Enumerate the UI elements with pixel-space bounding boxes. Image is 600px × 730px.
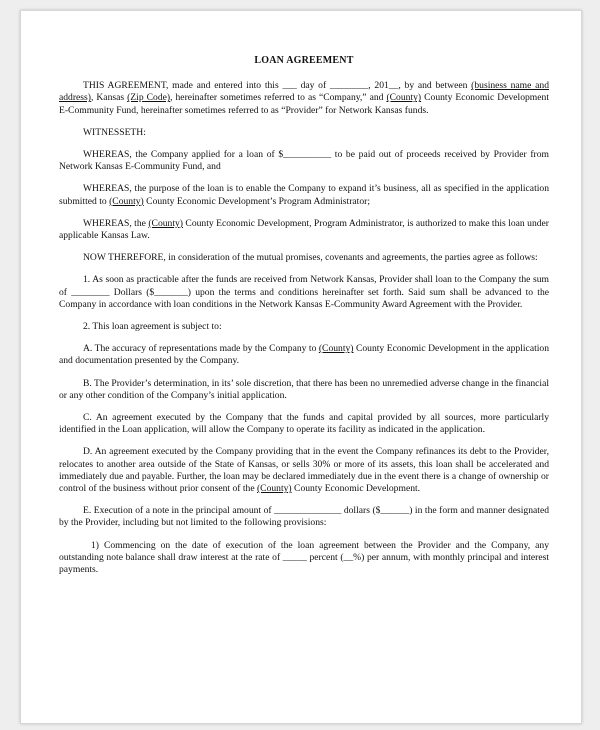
intro-paragraph [59,80,549,117]
whereas-paragraph-2 [59,183,549,207]
clause-2: 2. This loan agreement is subject to: [83,321,222,333]
whereas-text: WHEREAS, the purpose of the loan is to enable the Company to expand it’s business, all as specified in the application submitted to [59,183,549,207]
clause-text: A. The accuracy of representations made by the Company to [83,343,319,355]
document-title: LOAN AGREEMENT [254,55,354,66]
whereas-paragraph-1: WHEREAS, the Company applied for a loan of $__________ to be paid out of proceeds received by Provider from Network Kansas E-Community Fund, and [59,149,549,173]
document-body [59,55,549,586]
whereas-paragraph-3 [59,218,549,242]
county-placeholder: (County) [109,195,144,207]
clause-text: County Economic Development in the application and documentation presented by the Company. [59,343,549,367]
clause-text: County Economic Development. [291,483,421,495]
whereas-text: County Economic Development’s Program Administrator; [143,195,370,207]
county-placeholder: (County) [386,92,422,104]
intro-text: County Economic Development E-Community Fund, hereinafter sometimes referred to as “Provider” for Network Kansas funds. [59,92,549,116]
clause-e: E. Execution of a note in the principal amount of ______________ dollars ($______) in the form and manner designated by the Provider, including but not limited to the following provisions: [59,505,549,529]
clause-1: 1. As soon as practicable after the funds are received from Network Kansas, Provider shall loan to the Company the sum of ________ Dollars ($_______) upon the terms and conditions hereinafter set forth. Said sum shall be advanced to the Company in accordance with loan conditions in the Network Kansas E-Community Award Agreement with the Provider. [59,274,549,310]
clause-a [59,343,549,367]
now-therefore-paragraph: NOW THEREFORE, in consideration of the mutual promises, covenants and agreements, the parties agree as follows: [83,252,538,264]
whereas-text: County Economic Development, Program Administrator, is authorized to make this loan under applicable Kansas Law. [59,217,549,242]
document-page [20,10,582,724]
clause-b: B. The Provider’s determination, in its’ sole discretion, that there has been no unremedied adverse change in the financial or any other condition of the Company’s initial application. [59,377,549,401]
county-placeholder: (County) [148,217,183,229]
clause-text: D. An agreement executed by the Company providing that in the event the Company refinances its debt to the Provider, relocates to another area outside of the State of Kansas, or sells 30% or more of its assets, this loan shall be accelerated and immediately due and payable. Further, the loan may be declared immediately due in the event there is a change of ownership or control of the business without prior consent of the [59,446,549,495]
intro-text: , Kansas [90,92,128,104]
witnesseth-heading: WITNESSETH: [83,126,146,138]
business-name-placeholder: (business name and address) [59,80,549,104]
intro-text: , hereinafter sometimes referred to as “Company,” and [170,92,387,104]
clause-d [59,446,549,495]
whereas-text: WHEREAS, the [83,217,149,229]
clause-c: C. An agreement executed by the Company that the funds and capital provided by all sources, more particularly identified in the Loan application, will allow the Company to operate its facility as indicated in the application. [59,412,549,436]
county-placeholder: (County) [256,483,292,495]
zip-code-placeholder: (Zip Code) [127,92,171,104]
intro-text: THIS AGREEMENT, made and entered into this ___ day of ________, 201__, by and between [83,80,472,92]
clause-e-provision-1: 1) Commencing on the date of execution of the loan agreement between the Provider and the Company, any outstanding note balance shall draw interest at the rate of _____ percent (__%) per annum, with monthly principal and interest payments. [59,539,549,576]
county-placeholder: (County) [318,343,354,355]
